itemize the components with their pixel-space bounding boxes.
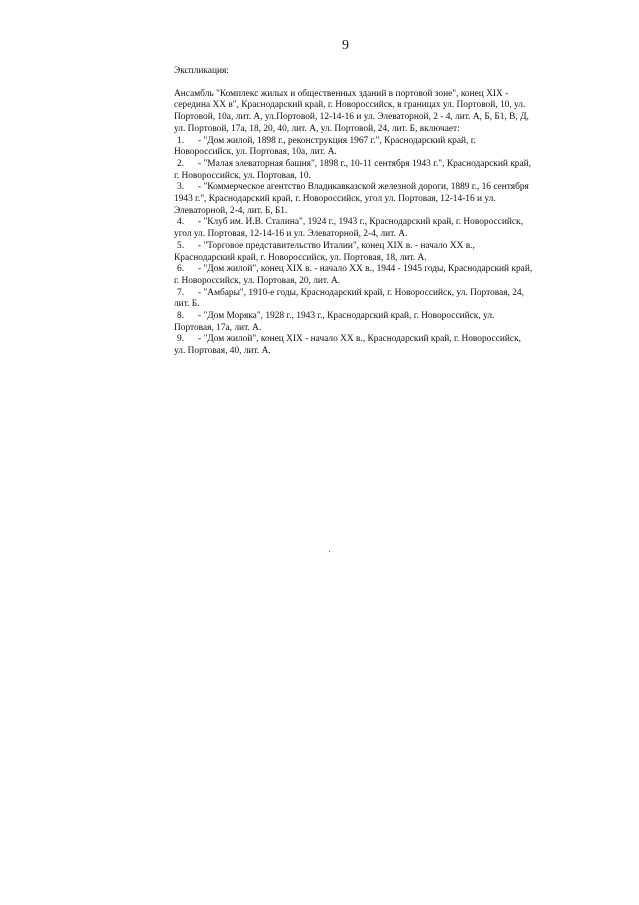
item-number: 3. bbox=[177, 182, 185, 193]
ensemble-description: Ансамбль "Комплекс жилых и общественных зданий в портовой зоне", конец XIX - середина XX в", Краснодарский край, г. Новороссийск, в границах ул. Портовой, 10, ул. Портовой, 10а, лит. А, ул.Портовой, 12-14-16 и ул. Элеваторной, 2 - 4, лит. А, Б, Б1, В, Д, ул. Портовой, 17а, 18, 20, 40, лит. А, ул. Портовой, 24, лит. Б, включает: bbox=[174, 88, 529, 134]
list-item bbox=[174, 311, 534, 334]
item-text: - "Дом Моряка", 1928 г., 1943 г., Краснодарский край, г. Новороссийск, ул. Портовая, 17а, лит. А. bbox=[174, 311, 495, 333]
item-text: - "Амбары", 1910-е годы, Краснодарский край, г. Новороссийск, ул. Портовая, 24, лит. Б. bbox=[174, 287, 524, 310]
item-number: 9. bbox=[177, 334, 185, 345]
object-list bbox=[174, 136, 534, 358]
item-number: 4. bbox=[177, 217, 185, 228]
item-number: 5. bbox=[177, 240, 185, 251]
list-item bbox=[174, 264, 534, 287]
item-text: - "Дом жилой, 1898 г., реконструкция 1967 г.", Краснодарский край, г. Новороссийск, ул. Портовая, 10а, лит. А. bbox=[174, 135, 476, 158]
page-number: 9 bbox=[342, 38, 349, 53]
item-text: - "Торговое представительство Италии", конец XIX в. - начало XX в., Краснодарский край, г. Новороссийск, ул. Портовая, 18, лит. А. bbox=[174, 240, 475, 263]
item-number: 2. bbox=[177, 158, 185, 169]
item-text: - "Коммерческое агентство Владикавказской железной дороги, 1889 г., 16 сентября 1943 г.", Краснодарский край, г. Новороссийск, угол ул. Портовая, 12-14-16 и ул. Элеваторной, 2-4, лит. Б, Б1. bbox=[174, 182, 529, 216]
list-item bbox=[174, 241, 534, 264]
scan-speck bbox=[329, 551, 330, 552]
item-number: 6. bbox=[177, 264, 185, 275]
list-item bbox=[174, 136, 534, 159]
item-text: - "Дом жилой", конец XIX в. - начало XX в., 1944 - 1945 годы, Краснодарский край, г. Новороссийск, ул. Портовая, 20, лит. А. bbox=[174, 264, 533, 286]
list-item bbox=[174, 334, 534, 357]
item-text: - "Дом жилой", конец XIX - начало XX в., Краснодарский край, г. Новороссийск, ул. Портовая, 40, лит. А. bbox=[174, 334, 521, 357]
item-text: - "Клуб им. И.В. Сталина", 1924 г., 1943 г., Краснодарский край, г. Новороссийск, угол ул. Портовая, 12-14-16 и ул. Элеваторной, 2-4, лит. А. bbox=[174, 217, 523, 240]
list-item bbox=[174, 159, 534, 182]
item-number: 7. bbox=[177, 287, 185, 298]
document-body bbox=[174, 66, 534, 358]
list-item bbox=[174, 288, 534, 311]
list-item bbox=[174, 182, 534, 217]
list-item bbox=[174, 217, 534, 240]
item-text: - "Малая элеваторная башня", 1898 г., 10-11 сентября 1943 г.", Краснодарский край, г. Новороссийск, ул. Портовая, 10. bbox=[174, 158, 531, 181]
explication-heading: Экспликация: bbox=[174, 66, 229, 76]
item-number: 8. bbox=[177, 311, 185, 322]
item-number: 1. bbox=[177, 135, 185, 146]
